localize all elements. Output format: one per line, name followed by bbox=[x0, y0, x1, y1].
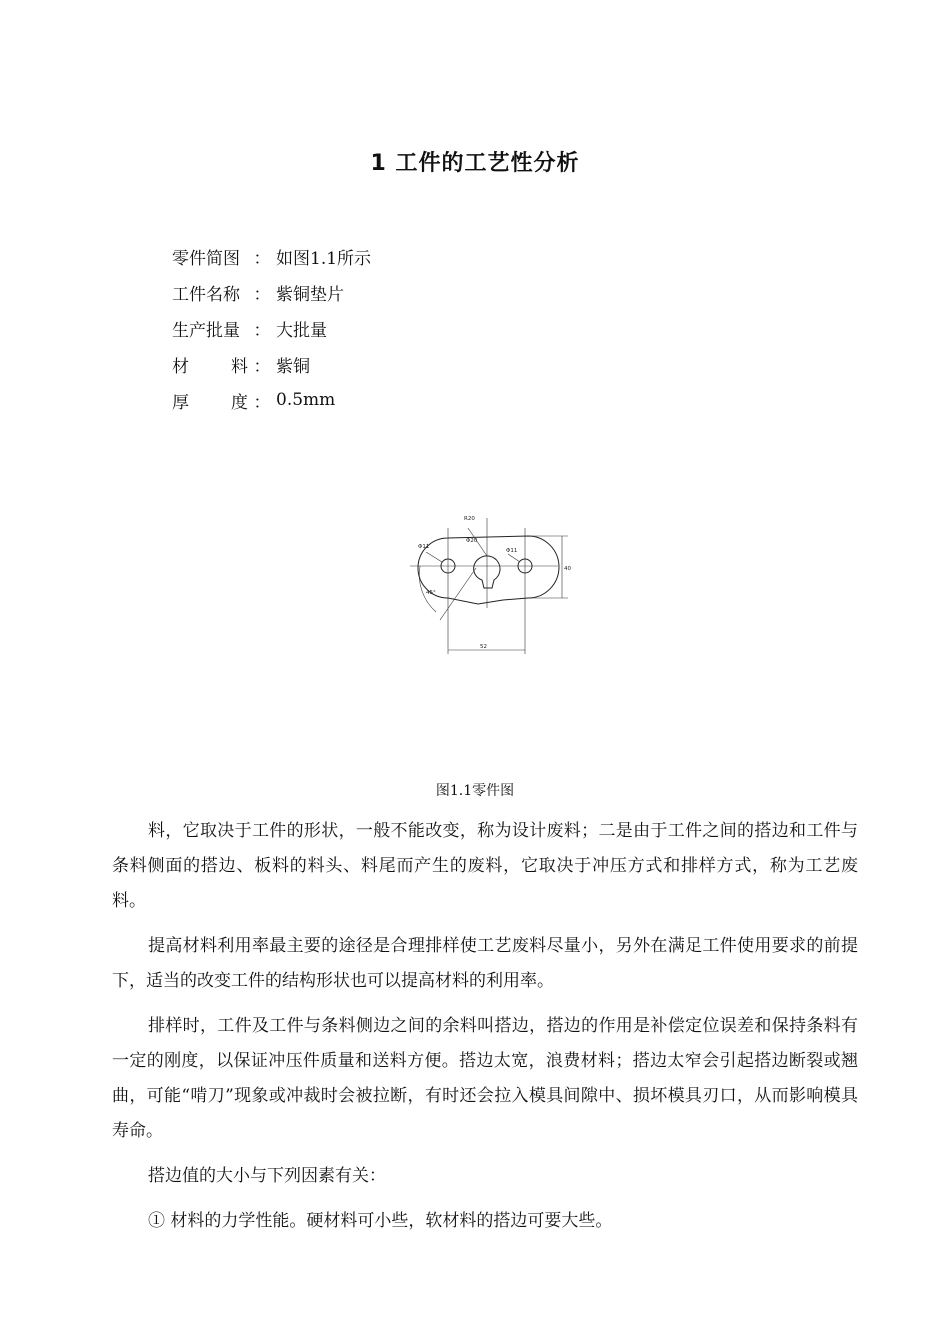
info-value: 紫铜 bbox=[276, 356, 310, 377]
info-value: 如图1.1所示 bbox=[276, 248, 372, 269]
dim-angle: 45° bbox=[426, 590, 436, 596]
info-label: 工件名称 bbox=[172, 284, 240, 305]
part-drawing bbox=[408, 508, 578, 658]
dim-right-hole: Φ11 bbox=[506, 548, 518, 554]
gasket-outline bbox=[418, 536, 559, 604]
paragraph: 搭边值的大小与下列因素有关： bbox=[148, 1166, 386, 1186]
dim-arc: R20 bbox=[464, 516, 475, 522]
info-row-name bbox=[172, 274, 371, 310]
dim-left-hole: Φ11 bbox=[418, 544, 430, 550]
info-label: 材 料 bbox=[172, 356, 248, 377]
body-text bbox=[112, 814, 858, 1239]
info-separator: ： bbox=[253, 248, 271, 269]
figure-caption: 图1.1零件图 bbox=[435, 783, 515, 799]
part-info-list bbox=[172, 238, 371, 418]
info-value: 紫铜垫片 bbox=[276, 284, 344, 305]
dim-width: 52 bbox=[480, 644, 487, 650]
paragraph: 排样时，工件及工件与条料侧边之间的余料叫搭边，搭边的作用是补偿定位误差和保持条料有一定的刚度，以保证冲压件质量和送料方便。搭边太宽，浪费材料；搭边太窄会引起搭边断裂或翘曲，可能“啃刀”现象或冲裁时会被拉断，有时还会拉入模具间隙中、损坏模具刃口，从而影响模具寿命。 bbox=[112, 1016, 858, 1141]
info-separator: ： bbox=[253, 284, 271, 305]
info-separator: ： bbox=[253, 356, 271, 377]
info-label: 厚 度 bbox=[172, 392, 248, 413]
paragraph: 提高材料利用率最主要的途径是合理排样使工艺废料尽量小，另外在满足工件使用要求的前提下，适当的改变工件的结构形状也可以提高材料的利用率。 bbox=[112, 936, 858, 991]
info-separator: ： bbox=[253, 320, 271, 341]
info-row-thickness bbox=[172, 382, 371, 418]
info-row-sketch bbox=[172, 238, 371, 274]
info-row-batch bbox=[172, 310, 371, 346]
paragraph: 料，它取决于工件的形状，一般不能改变，称为设计废料；二是由于工件之间的搭边和工件与条料侧面的搭边、板料的料头、料尾而产生的废料，它取决于冲压方式和排样方式，称为工艺废料。 bbox=[112, 821, 858, 911]
info-value: 0.5mm bbox=[276, 390, 336, 410]
dim-center: Φ20 bbox=[466, 538, 478, 544]
section-title: 1 工件的工艺性分析 bbox=[370, 151, 580, 176]
dim-height: 40 bbox=[564, 566, 571, 572]
info-label: 零件简图 bbox=[172, 248, 240, 269]
info-separator: ： bbox=[253, 392, 271, 413]
list-item: ① 材料的力学性能。硬材料可小些，软材料的搭边可要大些。 bbox=[148, 1211, 613, 1231]
info-label: 生产批量 bbox=[172, 320, 240, 341]
info-row-material bbox=[172, 346, 371, 382]
info-value: 大批量 bbox=[276, 320, 327, 341]
